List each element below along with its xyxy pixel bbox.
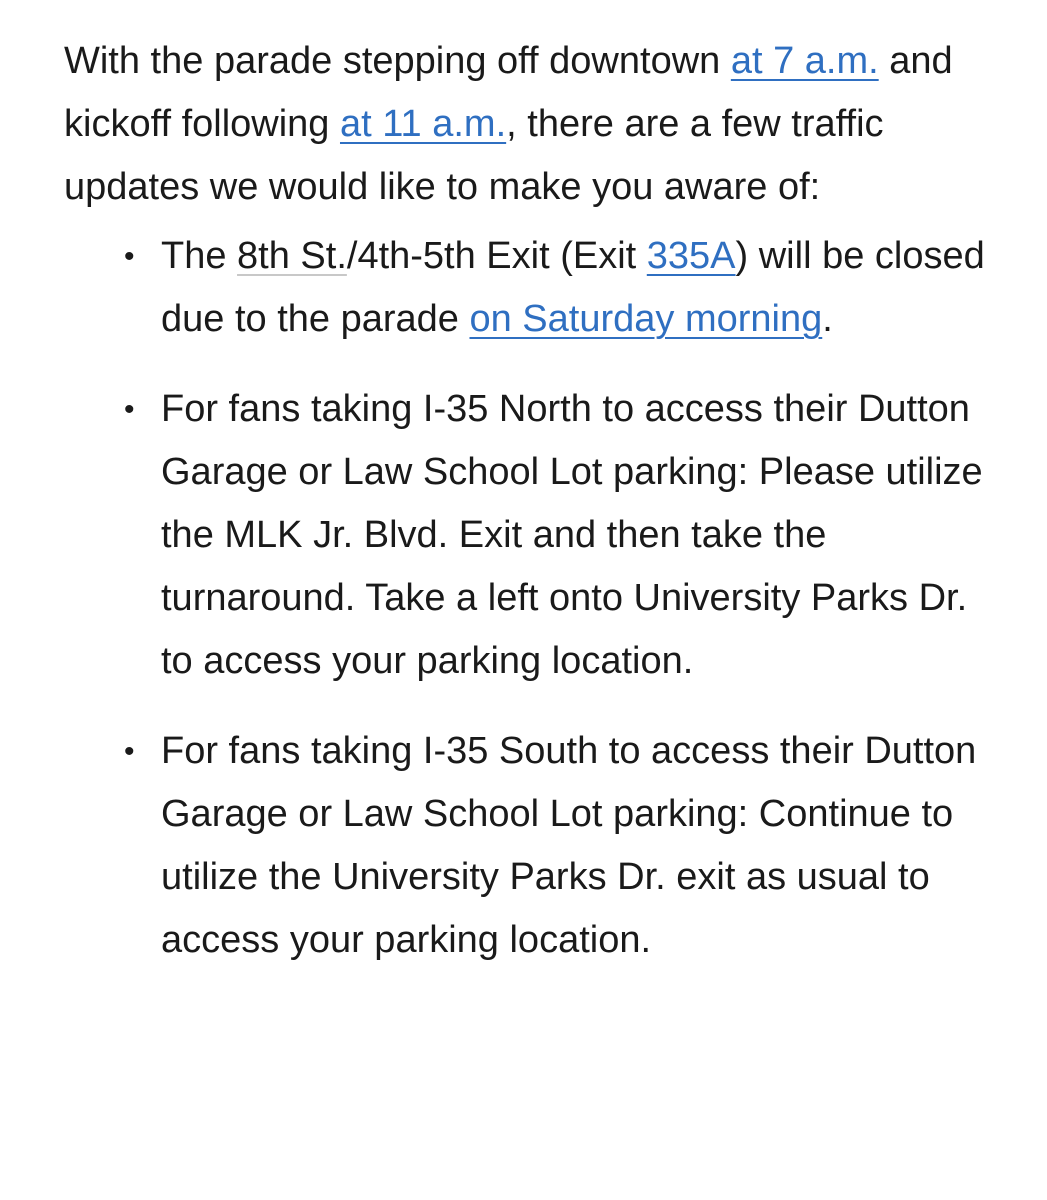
item1-text-2: /4th-5th Exit (Exit (346, 235, 647, 277)
exit-number-link[interactable]: 335A (646, 235, 736, 277)
list-item-exit-closure (64, 225, 1004, 351)
traffic-updates-list (64, 225, 1004, 972)
intro-paragraph (64, 30, 964, 219)
street-detected-link[interactable]: 8th St. (237, 235, 347, 277)
time-link-11am[interactable]: at 11 a.m. (339, 103, 507, 145)
item1-text-1: The (161, 235, 238, 277)
bullet-icon: • (124, 735, 135, 768)
bullet-icon: • (124, 393, 135, 426)
intro-text-2: and kickoff following (64, 40, 953, 145)
intro-text-1: With the parade stepping off downtown (64, 40, 731, 82)
bullet-icon: • (124, 240, 135, 273)
saturday-morning-link[interactable]: on Saturday morning (469, 298, 823, 340)
time-link-7am[interactable]: at 7 a.m. (730, 40, 879, 82)
intro-text-3: , there are a few traffic updates we would like to make you aware of: (64, 103, 884, 208)
item1-text-3: ) will be closed due to the parade (161, 235, 985, 340)
item1-text-4: . (822, 298, 833, 340)
item3-text: For fans taking I-35 South to access their Dutton Garage or Law School Lot parking: Continue to utilize the University Parks Dr. exit as usual to access your parking location. (161, 730, 977, 961)
list-item-i35-south (64, 720, 1004, 972)
item2-text: For fans taking I-35 North to access their Dutton Garage or Law School Lot parking: Please utilize the MLK Jr. Blvd. Exit and then take the turnaround. Take a left onto University Parks Dr. to access your parking location. (161, 388, 983, 682)
message-body (64, 30, 1004, 972)
list-item-i35-north (64, 378, 1004, 693)
